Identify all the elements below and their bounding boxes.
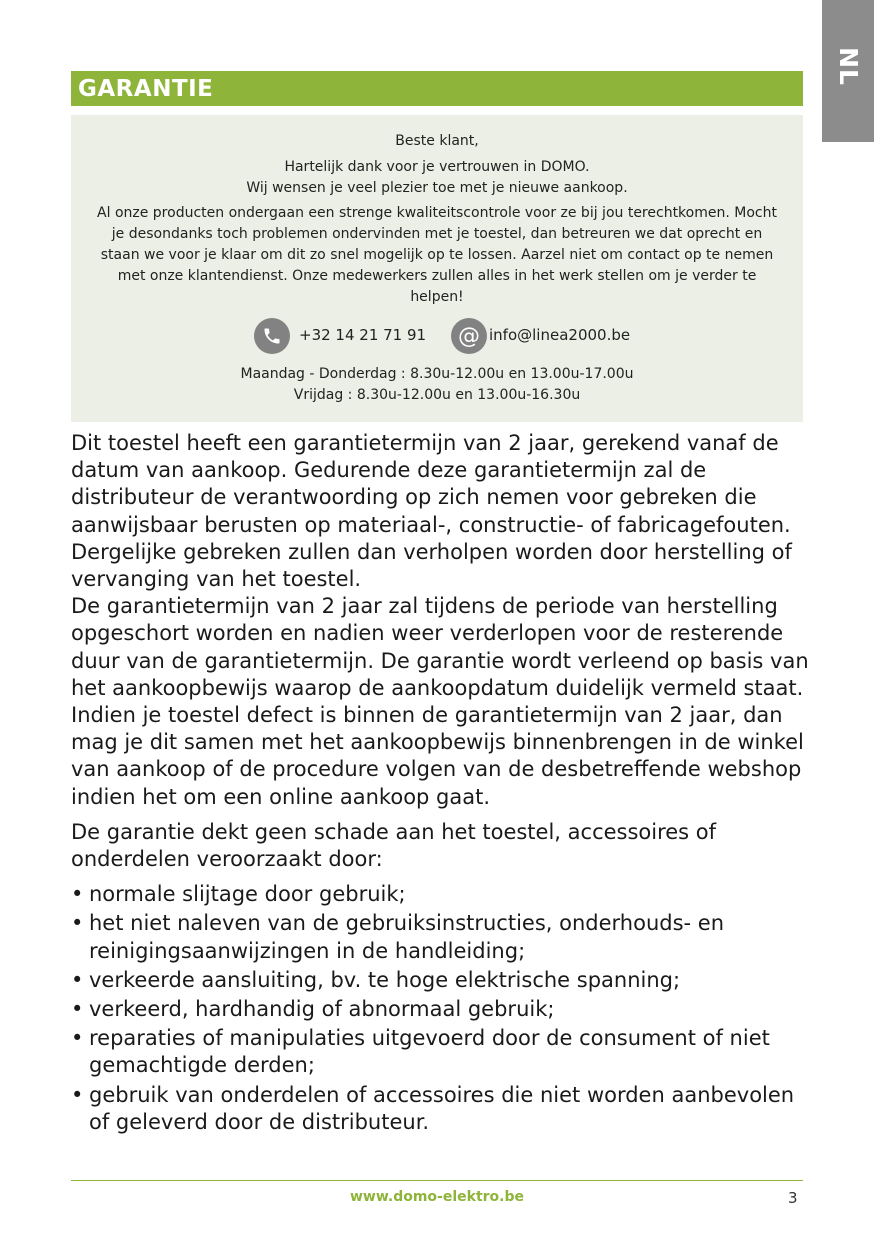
list-item (71, 1082, 811, 1136)
bullet-icon: • (71, 882, 84, 907)
bullet-icon: • (71, 967, 84, 992)
bullet-icon: • (71, 911, 84, 936)
warranty-paragraph-3: De garantie dekt geen schade aan het toestel, accessoires of onderdelen veroorzaakt door: (71, 819, 717, 872)
greeting-text: Beste klant, (395, 133, 479, 149)
customer-service-box (71, 115, 803, 422)
list-item (71, 910, 811, 964)
phone-icon-glyph (262, 326, 282, 346)
warranty-paragraph-2: De garantietermijn van 2 jaar zal tijdens de periode van herstelling opgeschort worden en nadien weer verderlopen voor de resterende duur van de garantietermijn. De garantie wordt verleend op basis van het aankoopbewijs waarop de aankoopdatum duidelijk vermeld staat. Indien je toestel defect is binnen de garantietermijn van 2 jaar, dan mag je dit samen met het aankoopbewijs binnenbrengen in de winkel van aankoop of de procedure volgen van de desbetreffende webshop indien het om een online aankoop gaat. (71, 594, 809, 809)
list-item (71, 996, 811, 1023)
list-item (71, 1025, 811, 1079)
thanks-line-2: Wij wensen je veel plezier toe met je nieuwe aankoop. (246, 180, 628, 196)
warranty-paragraph-1: Dit toestel heeft een garantietermijn van 2 jaar, gerekend vanaf de datum van aankoop. Gedurende deze garantietermijn zal de distributeur de verantwoording op zich nemen voor gebreken die aanwijsbaar berusten op materiaal-, constructie- of fabricagefouten. Dergelijke gebreken zullen dan verholpen worden door herstelling of vervanging van het toestel. (71, 431, 792, 592)
contact-row (71, 318, 803, 354)
bullet-icon: • (71, 1026, 84, 1051)
opening-hours (71, 364, 803, 406)
thanks-line-1: Hartelijk dank voor je vertrouwen in DOMO. (284, 159, 590, 175)
hours-weekdays: Maandag - Donderdag : 8.30u-12.00u en 13.00u-17.00u (240, 366, 634, 382)
language-tab (822, 0, 874, 142)
quality-text: Al onze producten ondergaan een strenge kwaliteitscontrole voor ze bij jou terechtkomen. Mocht je desondanks toch problemen ondervinden met je toestel, dan betreuren we dat oprecht en staan we voor je klaar om dit zo snel mogelijk op te lossen. Aarzel niet om contact op te nemen met onze klantendienst. Onze medewerkers zullen alles in het werk stellen om je verder te helpen! (97, 205, 777, 305)
language-label: NL (833, 47, 863, 86)
thanks-text (71, 157, 803, 199)
footer-divider (71, 1180, 803, 1181)
section-title: GARANTIE (71, 71, 803, 106)
phone-icon (254, 318, 290, 354)
list-item-text: gebruik van onderdelen of accessoires die niet worden aanbevolen of geleverd door de distributeur. (89, 1082, 795, 1134)
list-item-text: reparaties of manipulaties uitgevoerd door de consument of niet gemachtigde derden; (89, 1026, 770, 1078)
list-item-text: verkeerd, hardhandig of abnormaal gebruik; (89, 997, 555, 1022)
list-item-text: normale slijtage door gebruik; (89, 882, 406, 907)
bullet-icon: • (71, 997, 84, 1022)
email-address: info@linea2000.be (489, 326, 631, 344)
page-number: 3 (788, 1189, 798, 1207)
hours-friday: Vrijdag : 8.30u-12.00u en 13.00u-16.30u (293, 387, 581, 403)
exclusions-list (71, 881, 811, 1136)
list-item-text: het niet naleven van de gebruiksinstructies, onderhouds- en reinigingsaanwijzingen in de handleiding; (89, 911, 725, 963)
bullet-icon: • (71, 1082, 84, 1107)
warranty-body (71, 430, 811, 1138)
list-item (71, 967, 811, 994)
footer-website-link[interactable]: www.domo-elektro.be (349, 1189, 525, 1205)
phone-number: +32 14 21 71 91 (299, 326, 427, 344)
at-icon: @ (451, 318, 487, 354)
list-item-text: verkeerde aansluiting, bv. te hoge elektrische spanning; (89, 967, 681, 992)
list-item (71, 881, 811, 908)
